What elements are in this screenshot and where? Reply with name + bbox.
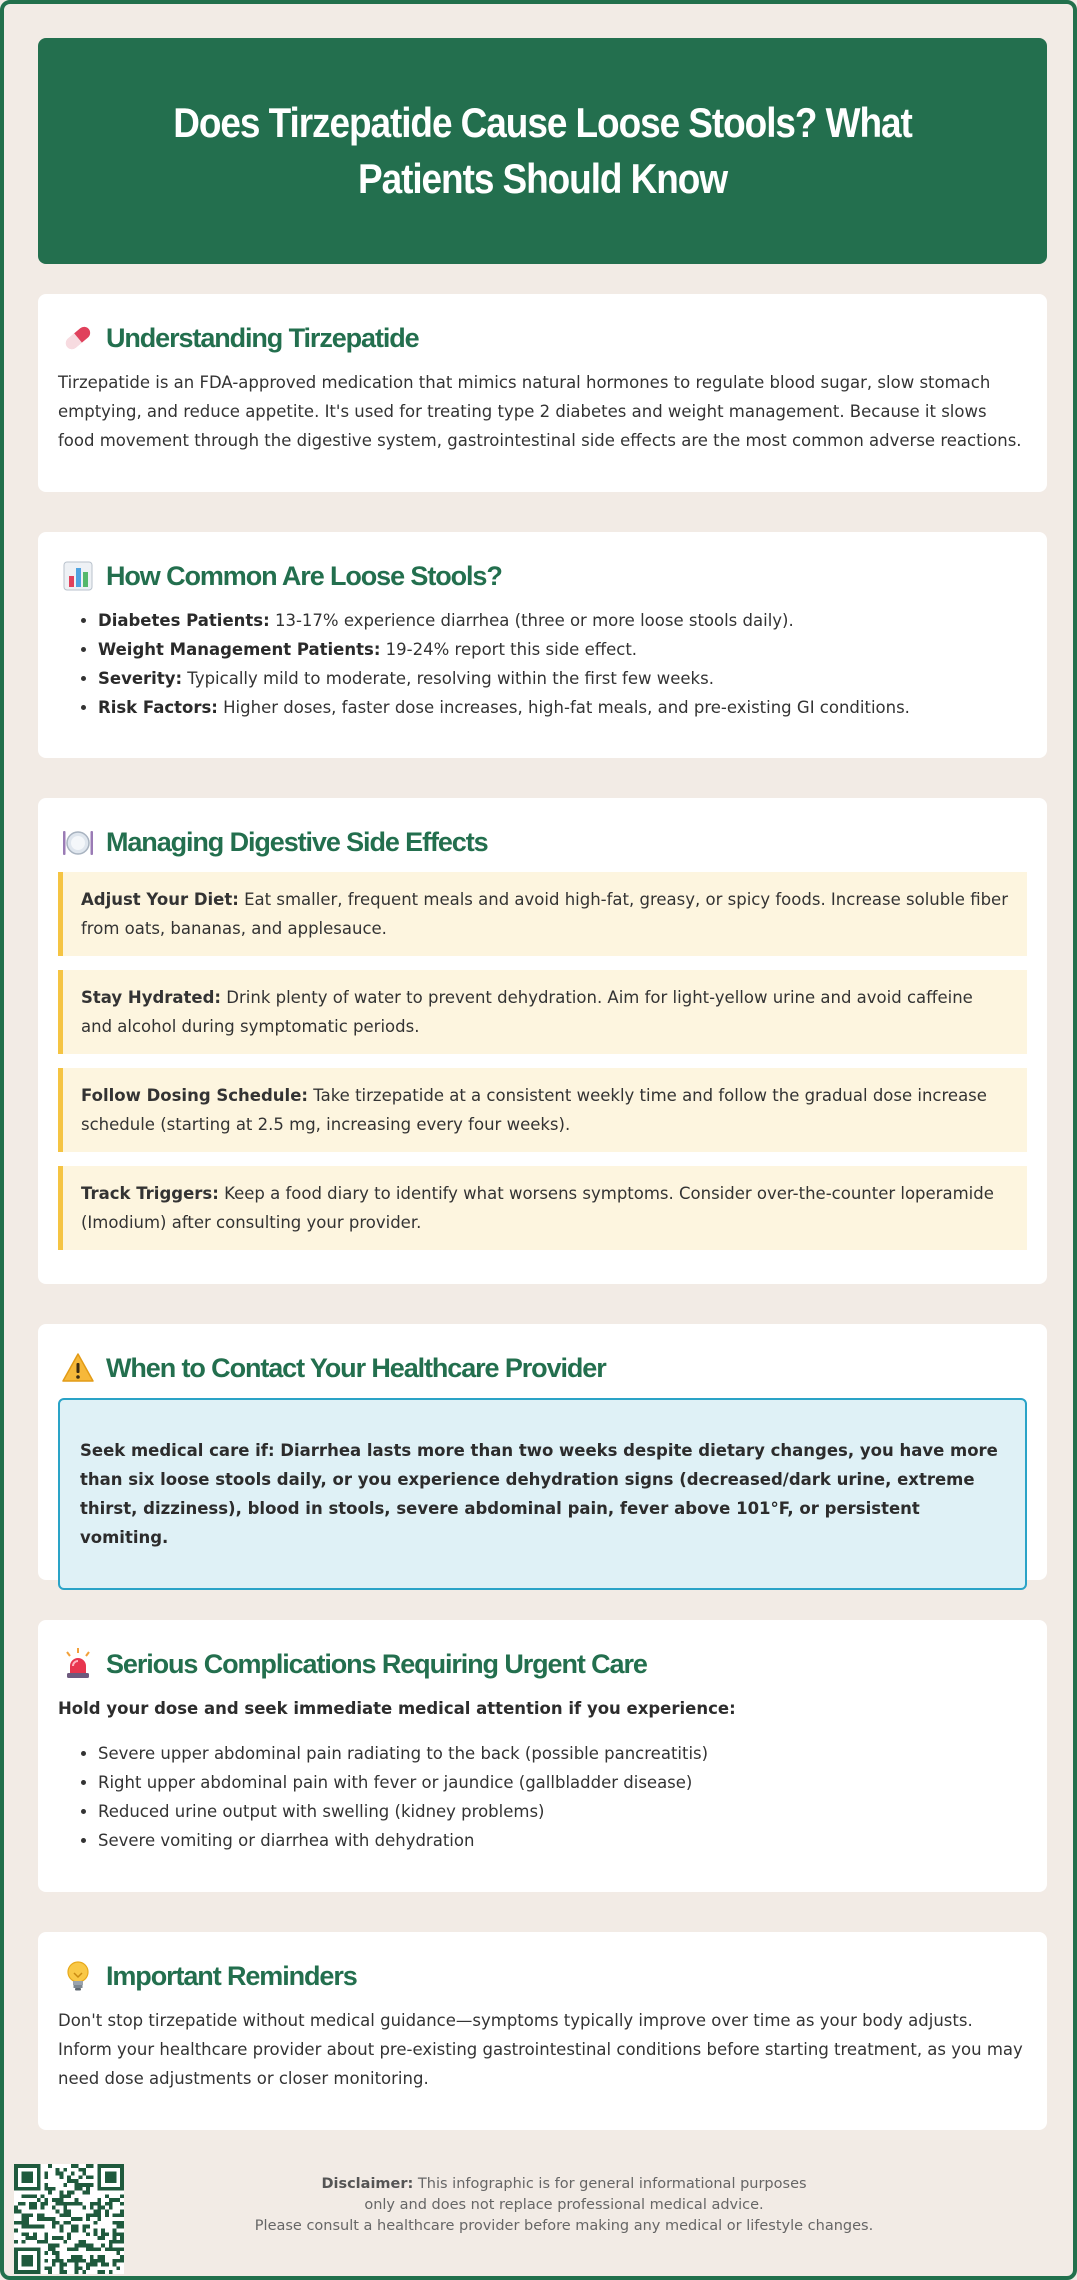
section-header (58, 318, 1027, 358)
list-item: • Risk Factors: Higher doses, faster dose increases, high-fat meals, and pre-existing GI conditions. (98, 693, 1027, 722)
tip-triggers: Track Triggers: Keep a food diary to identify what worsens symptoms. Consider over-the-counter loperamide (Imodium) after consulting your provider. (58, 1166, 1027, 1250)
disclaimer: Disclaimer: This infographic is for general informational purposes only and does not replace professional medical advice. Please consult a healthcare provider before making any medical or lifestyle changes. (254, 2176, 874, 2234)
plate-utensils-icon (58, 822, 98, 862)
section-header (58, 556, 1027, 596)
section-header (58, 1348, 1027, 1388)
list-item: • Weight Management Patients: 19-24% report this side effect. (98, 635, 1027, 664)
bar-chart-icon (58, 556, 98, 596)
tip-diet: Adjust Your Diet: Eat smaller, frequent meals and avoid high-fat, greasy, or spicy foods. Increase soluble fiber from oats, bananas, and applesauce. (58, 872, 1027, 956)
serious-card (38, 1620, 1047, 1892)
warning-icon (58, 1348, 98, 1388)
section-title: How Common Are Loose Stools? (106, 560, 502, 591)
contact-card (38, 1324, 1047, 1580)
managing-card (38, 798, 1047, 1284)
complication-list (58, 1739, 1027, 1855)
section-title: When to Contact Your Healthcare Provider (106, 1352, 606, 1383)
list-item: • Severe upper abdominal pain radiating to the back (possible pancreatitis) (98, 1739, 1027, 1768)
list-item: • Reduced urine output with swelling (kidney problems) (98, 1797, 1027, 1826)
pill-icon (58, 318, 98, 358)
list-item: • Severe vomiting or diarrhea with dehydration (98, 1826, 1027, 1855)
section-header (58, 1956, 1027, 1996)
frequency-card (38, 532, 1047, 758)
urgent-lead: Hold your dose and seek immediate medical attention if you experience: (58, 1699, 736, 1718)
section-header (58, 1644, 1027, 1684)
section-header (58, 822, 1027, 862)
reminders-card (38, 1932, 1047, 2130)
light-bulb-icon (58, 1956, 98, 1996)
understanding-card (38, 294, 1047, 492)
section-title: Important Reminders (106, 1960, 357, 1991)
tip-dosing: Follow Dosing Schedule: Take tirzepatide at a consistent weekly time and follow the gradual dose increase schedule (starting at 2.5 mg, increasing every four weeks). (58, 1068, 1027, 1152)
page-title: Does Tirzepatide Cause Loose Stools? What Patients Should Know (173, 99, 912, 202)
section-title: Managing Digestive Side Effects (106, 826, 488, 857)
frequency-list (58, 606, 1027, 722)
understanding-text: Tirzepatide is an FDA-approved medication that mimics natural hormones to regulate blood sugar, slow stomach emptying, and reduce appetite. It's used for treating type 2 diabetes and weight management. Because it slows food movement through the digestive system, gastrointestinal side effects are the most common adverse reactions. (58, 373, 1022, 450)
section-title: Understanding Tirzepatide (106, 322, 419, 353)
list-item: • Severity: Typically mild to moderate, resolving within the first few weeks. (98, 664, 1027, 693)
medical-alert: Seek medical care if: Diarrhea lasts more than two weeks despite dietary changes, you have more than six loose stools daily, or you experience dehydration signs (decreased/dark urine, extreme thirst, dizziness), blood in stools, severe abdominal pain, fever above 101°F, or persistent vomiting. (58, 1398, 1027, 1590)
section-title: Serious Complications Requiring Urgent Care (106, 1648, 647, 1679)
list-item: • Right upper abdominal pain with fever or jaundice (gallbladder disease) (98, 1768, 1027, 1797)
tip-hydration: Stay Hydrated: Drink plenty of water to prevent dehydration. Aim for light-yellow urine and avoid caffeine and alcohol during symptomatic periods. (58, 970, 1027, 1054)
footer (4, 2164, 1077, 2280)
list-item: • Diabetes Patients: 13-17% experience diarrhea (three or more loose stools daily). (98, 606, 1027, 635)
reminders-text: Don't stop tirzepatide without medical guidance—symptoms typically improve over time as your body adjusts. Inform your healthcare provider about pre-existing gastrointestinal conditions before starting treatment, as you may need dose adjustments or closer monitoring. (58, 2011, 1023, 2088)
siren-icon (58, 1644, 98, 1684)
page-header (38, 38, 1047, 264)
qr-code[interactable] (14, 2164, 124, 2274)
